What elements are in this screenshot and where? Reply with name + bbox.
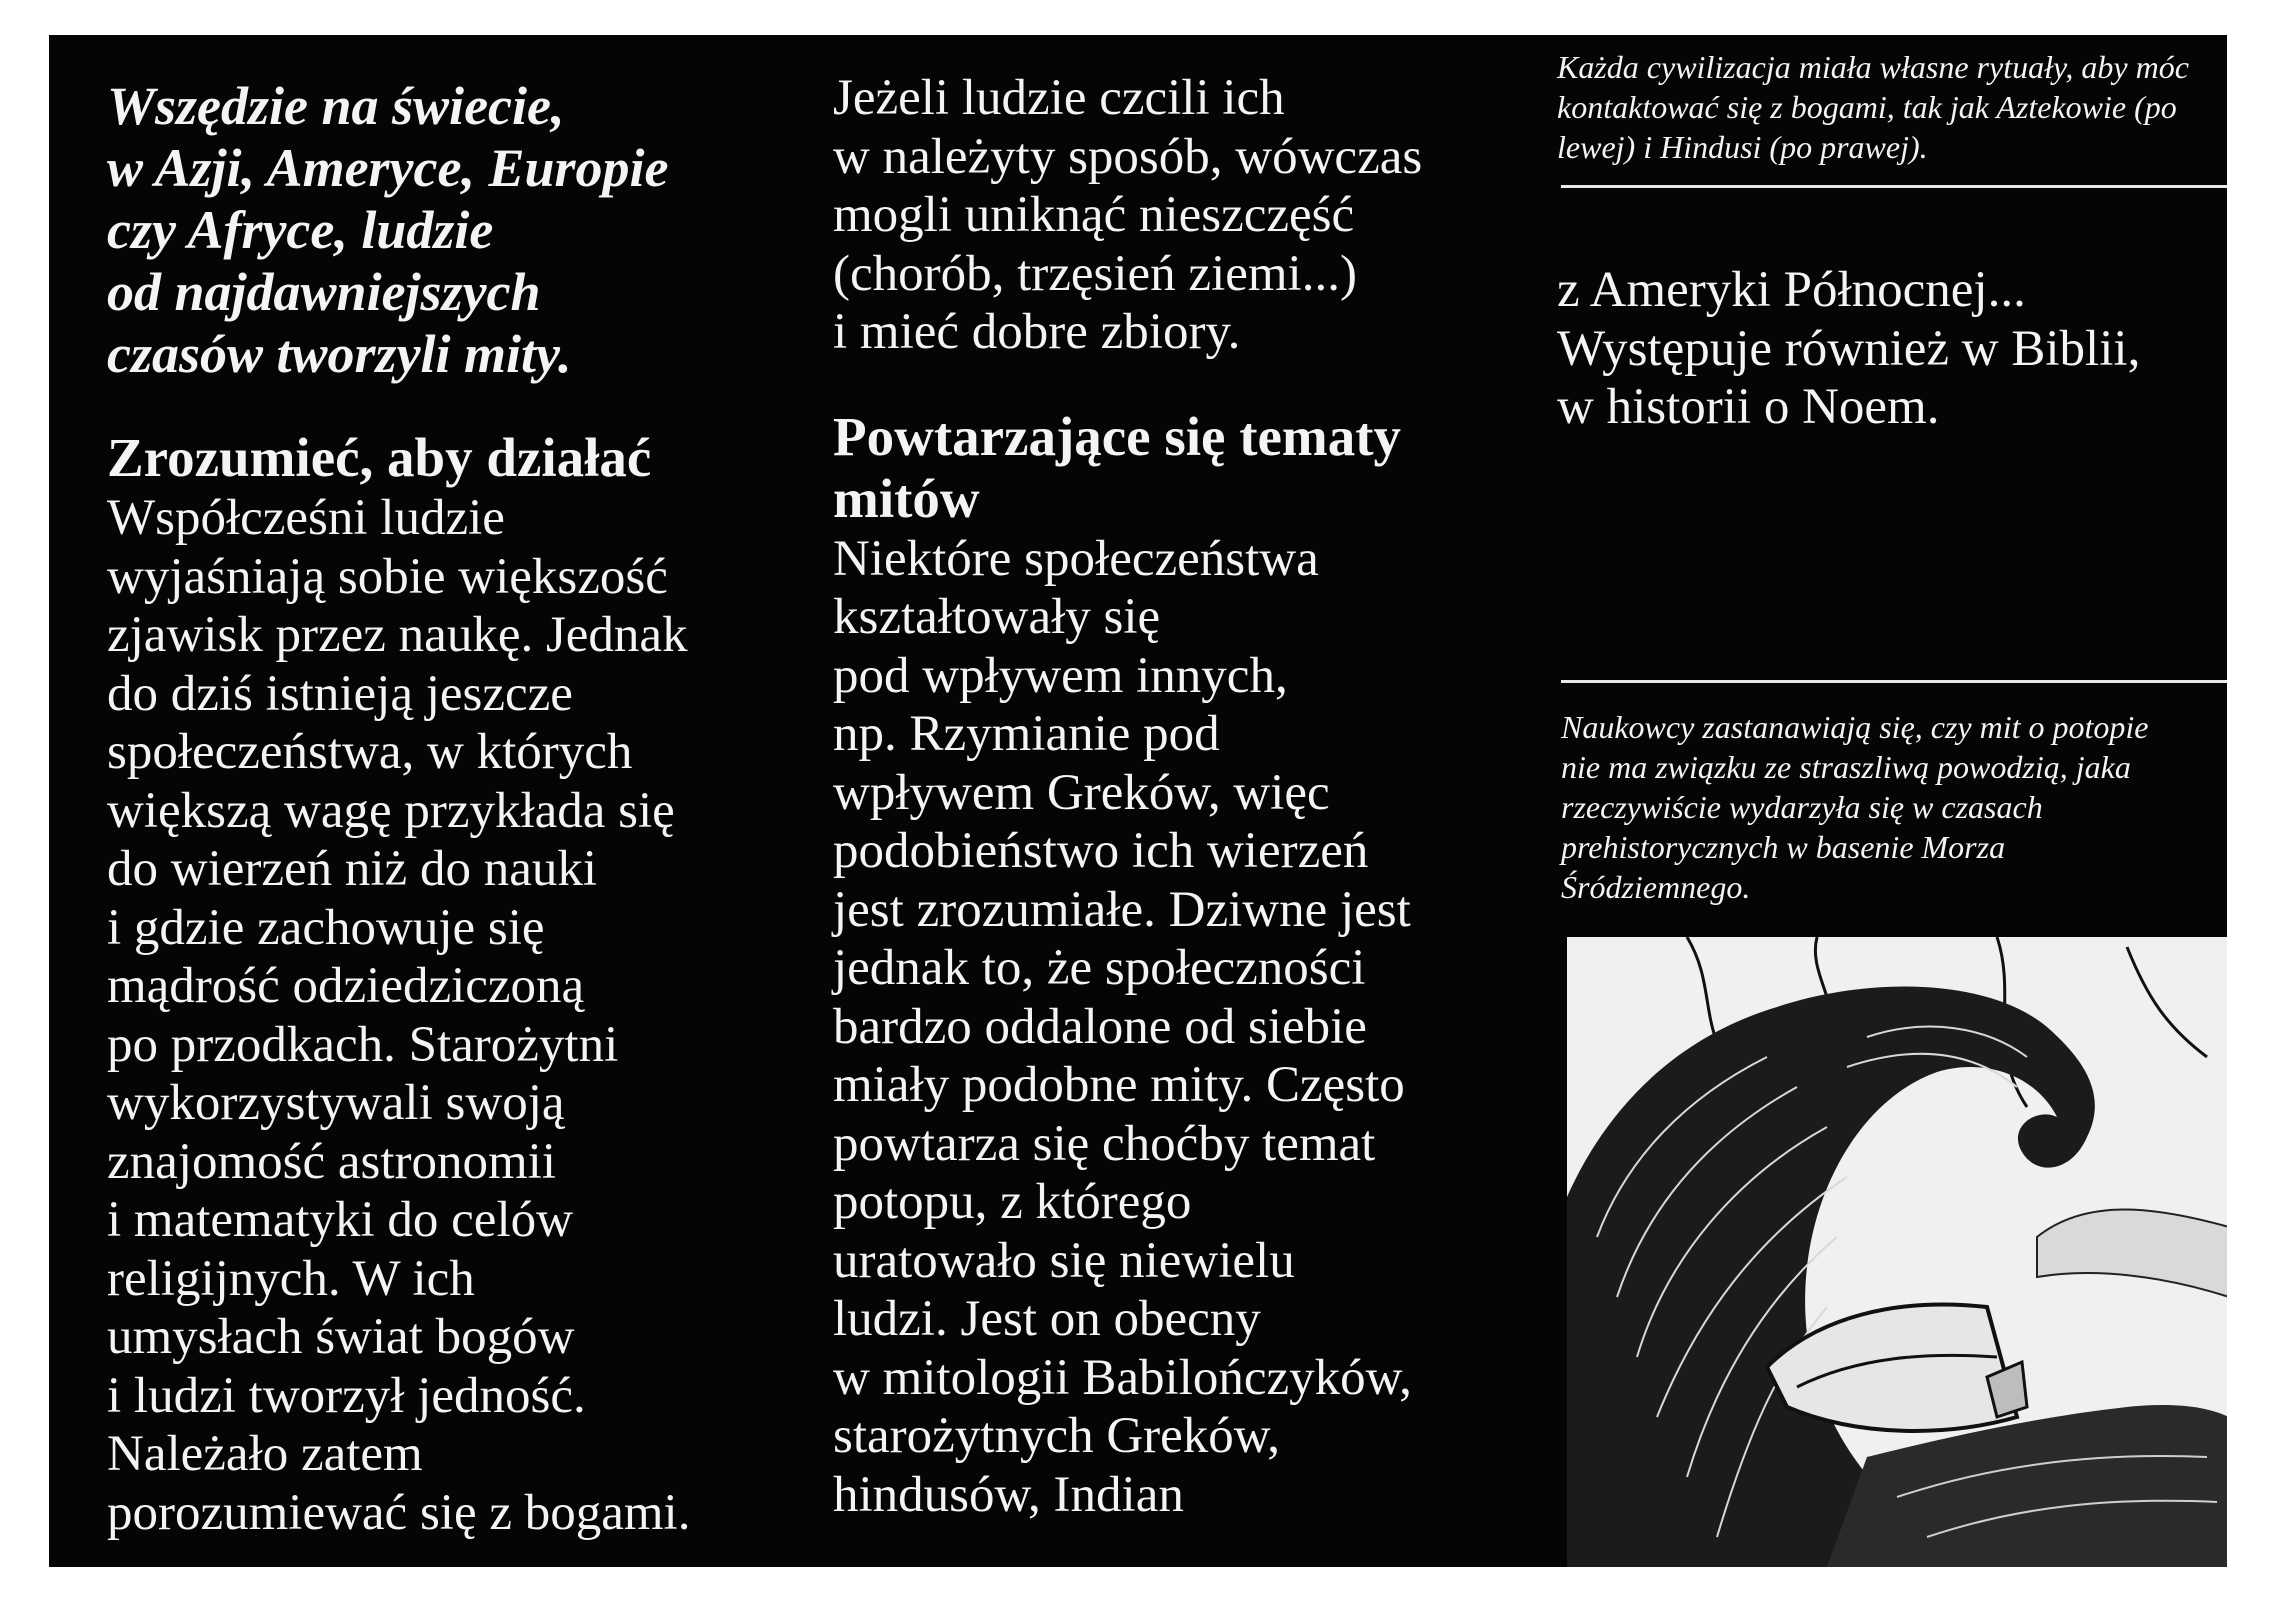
caption-rituals: Każda cywilizacja miała własne rytuały, aby móc kontaktować się z bogami, tak jak Aztekowie (po lewej) i Hindusi (po prawej).: [1557, 49, 2189, 165]
divider-top: [1561, 185, 2227, 188]
body-paragraph-right: z Ameryki Północnej... Występuje również w Biblii, w historii o Noem.: [1557, 262, 2141, 435]
intro-text: Wszędzie na świecie, w Azji, Ameryce, Europie czy Afryce, ludzie od najdawniejszych czasów tworzyli mity.: [107, 76, 669, 384]
scanned-page: [49, 35, 2227, 1567]
wave-drawing: [1567, 937, 2227, 1567]
column-middle: [833, 69, 1573, 1524]
divider-middle: [1561, 680, 2227, 683]
caption-flood: Naukowcy zastanawiają się, czy mit o potopie nie ma związku ze straszliwą powodzią, jaka rzeczywiście wydarzyła się w czasach prehistorycznych w basenie Morza Śródziemnego.: [1561, 709, 2149, 905]
flood-wave-illustration: [1567, 937, 2227, 1567]
body-paragraph-middle: Niektóre społeczeństwa kształtowały się pod wpływem innych, np. Rzymianie pod wpływem Greków, więc podobieństwo ich wierzeń jest zrozumiałe. Dziwne jest jednak to, że społeczności bardzo oddalone od siebie miały podobne mity. Często powtarza się choćby temat potopu, z którego uratowało się niewielu ludzi. Jest on obecny w mitologii Babilończyków, starożytnych Greków, hindusów, Indian: [833, 530, 1412, 1523]
body-paragraph-left: Współcześni ludzie wyjaśniają sobie większość zjawisk przez naukę. Jednak do dziś istnieją jeszcze społeczeństwa, w których większą wagę przykłada się do wierzeń niż do nauki i gdzie zachowuje się mądrość odziedziczoną po przodkach. Starożytni wykorzystywali swoją znajomość astronomii i matematyki do celów religijnych. W ich umysłach świat bogów i ludzi tworzył jedność. Należało zatem porozumiewać się z bogami.: [107, 490, 691, 1541]
section-heading-recurring-themes: Powtarzające się tematy mitów: [833, 405, 1402, 529]
caption-flood-block: [1561, 707, 2227, 907]
column-left: [107, 75, 787, 1542]
section-heading-understand: Zrozumieć, aby działać: [107, 427, 652, 488]
body-paragraph-middle-top: Jeżeli ludzie czcili ich w należyty sposób, wówczas mogli uniknąć nieszczęść (chorób, trzęsień ziemi...) i mieć dobre zbiory.: [833, 70, 1423, 360]
column-right: [1557, 47, 2227, 437]
